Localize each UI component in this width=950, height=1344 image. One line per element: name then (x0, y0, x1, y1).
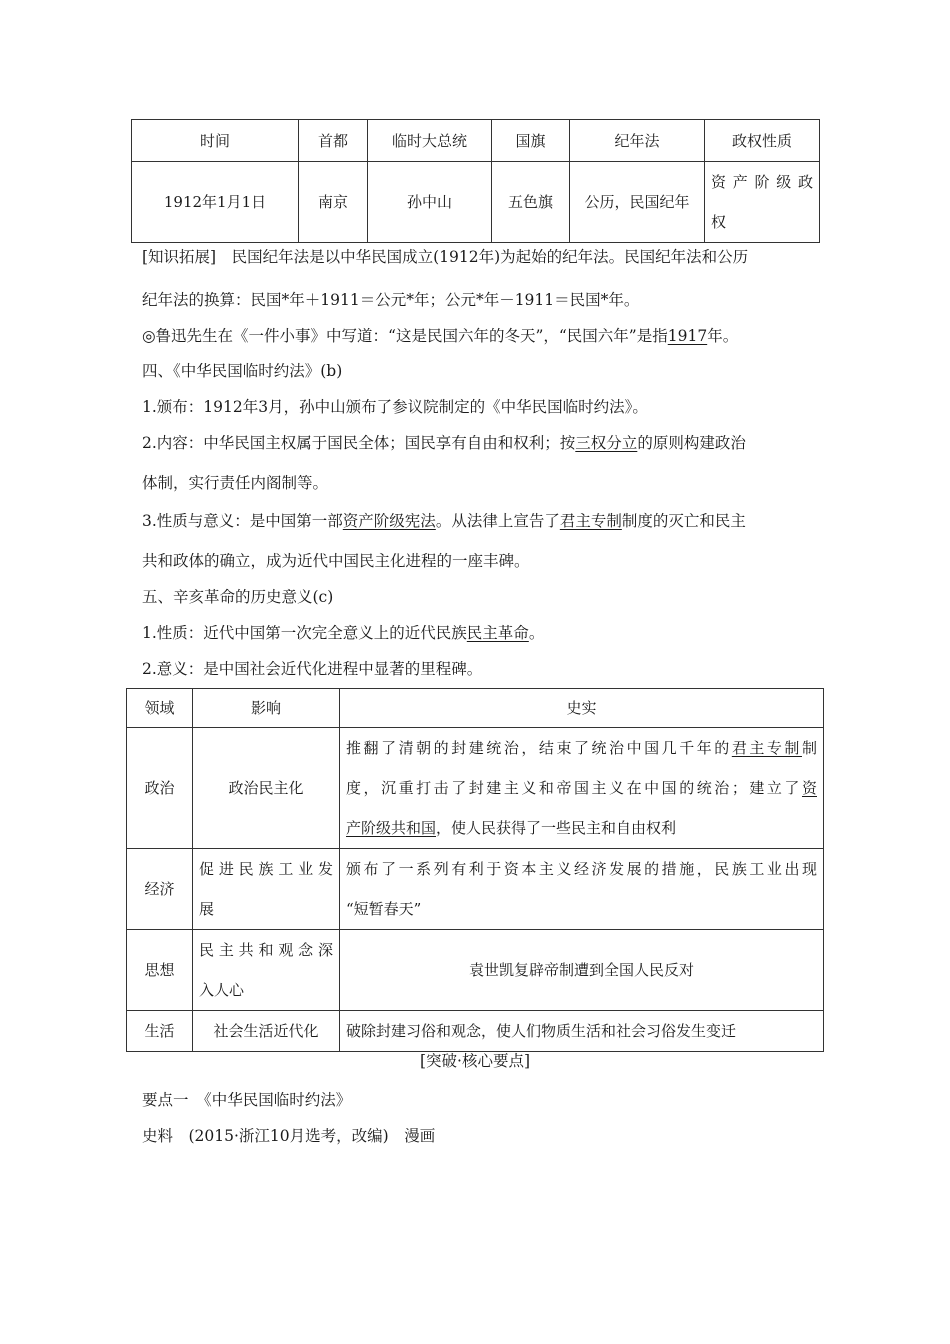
cell-nature-line2: 权 (711, 213, 727, 231)
field-economy: 经济 (127, 849, 193, 930)
impact-thought-line1: 民主共和观念深 (199, 941, 333, 959)
breakthrough-heading: [突破·核心要点] (419, 1052, 531, 1070)
header-president: 临时大总统 (368, 120, 492, 162)
fact-life: 破除封建习俗和观念，使人们物质生活和社会习俗发生变迁 (340, 1011, 824, 1052)
header-time: 时间 (132, 120, 299, 162)
table-header-row (127, 689, 824, 728)
source-material: 史料 (2015·浙江10月选考，改编) 漫画 (142, 1127, 436, 1145)
cell-flag: 五色旗 (492, 162, 570, 243)
section-4-item-3 (142, 509, 746, 531)
header-fact: 史实 (340, 689, 824, 728)
key-point-1: 要点一 《中华民国临时约法》 (142, 1091, 352, 1109)
fact-text: 推翻了清朝的封建统治，结束了统治中国几千年的 (346, 739, 732, 757)
table-row (132, 162, 820, 243)
government-table (131, 119, 820, 243)
cell-calendar: 公历，民国纪年 (570, 162, 705, 243)
item-3-text-end: 制度的灭亡和民主 (621, 512, 746, 530)
item-3-text: 3.性质与意义：是中国第一部 (142, 512, 343, 530)
fact-text: 度，沉重打击了封建主义和帝国主义在中国的统治；建立了 (346, 779, 802, 797)
header-flag: 国旗 (492, 120, 570, 162)
section-4-item-2-cont: 体制，实行责任内阁制等。 (142, 474, 329, 492)
section-4-title: 四、《中华民国临时约法》(b) (142, 362, 343, 380)
bourgeois-constitution: 资产阶级宪法 (342, 512, 436, 530)
header-field: 领域 (127, 689, 193, 728)
significance-table (126, 688, 824, 1052)
s5-item-1-text: 1.性质：近代中国第一次完全意义上的近代民族 (142, 624, 467, 642)
section-5-title: 五、辛亥革命的历史意义(c) (142, 588, 334, 606)
separation-of-powers: 三权分立 (575, 434, 638, 452)
fact-politics (340, 728, 824, 849)
fact-economy (340, 849, 824, 930)
table-row (127, 1011, 824, 1052)
fact-politics-line2 (346, 768, 817, 808)
knowledge-extension-line1: [知识拓展] 民国纪年法是以中华民国成立(1912年)为起始的纪年法。民国纪年法和公历 (142, 248, 749, 266)
section-4-item-3-cont: 共和政体的确立，成为近代中国民主化进程的一座丰碑。 (142, 552, 530, 570)
item-3-text-mid: 。从法律上宣告了 (435, 512, 560, 530)
lu-xun-note-text: ◎鲁迅先生在《一件小事》中写道：“这是民国六年的冬天”，“民国六年”是指 (142, 327, 668, 345)
lu-xun-note-end: 年。 (707, 327, 739, 345)
fact-economy-line2: “短暂春天” (346, 900, 422, 918)
cell-nature-line1: 资产阶级政 (711, 173, 813, 191)
header-capital: 首都 (299, 120, 368, 162)
democratic-revolution: 民主革命 (466, 624, 529, 642)
fact-economy-line1: 颁布了一系列有利于资本主义经济发展的措施，民族工业出现 (346, 860, 817, 878)
impact-thought (193, 930, 340, 1011)
header-nature: 政权性质 (705, 120, 820, 162)
section-5-item-1 (142, 621, 544, 643)
header-impact: 影响 (193, 689, 340, 728)
monarchical-autocracy: 君主专制 (559, 512, 622, 530)
impact-economy-line1: 促进民族工业发 (199, 860, 333, 878)
lu-xun-note (142, 324, 738, 346)
cell-nature (705, 162, 820, 243)
fact-text: 制 (801, 739, 817, 757)
fact-text: ，使人民获得了一些民主和自由权利 (436, 819, 677, 837)
field-life: 生活 (127, 1011, 193, 1052)
item-2-text-end: 的原则构建政治 (637, 434, 746, 452)
field-thought: 思想 (127, 930, 193, 1011)
table-row (127, 728, 824, 849)
monarchy-underline: 君主专制 (731, 739, 802, 757)
table-row (127, 849, 824, 930)
impact-thought-line2: 入人心 (199, 981, 245, 999)
fact-politics-line1 (346, 728, 817, 768)
knowledge-extension-line2: 纪年法的换算：民国*年＋1911＝公元*年；公元*年－1911＝民国*年。 (142, 291, 640, 309)
field-politics: 政治 (127, 728, 193, 849)
section-4-item-1: 1.颁布：1912年3月，孙中山颁布了参议院制定的《中华民国临时约法》。 (142, 398, 648, 416)
table-row (127, 930, 824, 1011)
impact-politics: 政治民主化 (193, 728, 340, 849)
table-header-row (132, 120, 820, 162)
cell-president: 孙中山 (368, 162, 492, 243)
republic-underline: 资 (801, 779, 817, 797)
impact-economy (193, 849, 340, 930)
fact-thought: 袁世凯复辟帝制遭到全国人民反对 (340, 930, 824, 1011)
republic-underline: 产阶级共和国 (346, 819, 437, 837)
section-5-item-2: 2.意义：是中国社会近代化进程中显著的里程碑。 (142, 660, 483, 678)
cell-capital: 南京 (299, 162, 368, 243)
item-2-text: 2.内容：中华民国主权属于国民全体；国民享有自由和权利；按 (142, 434, 576, 452)
cell-time: 1912年1月1日 (132, 162, 299, 243)
lu-xun-answer: 1917 (667, 327, 708, 345)
impact-economy-line2: 展 (199, 900, 215, 918)
fact-politics-line3 (346, 808, 817, 848)
header-calendar: 纪年法 (570, 120, 705, 162)
s5-item-1-end: 。 (528, 624, 545, 642)
impact-life: 社会生活近代化 (193, 1011, 340, 1052)
section-4-item-2 (142, 431, 746, 453)
